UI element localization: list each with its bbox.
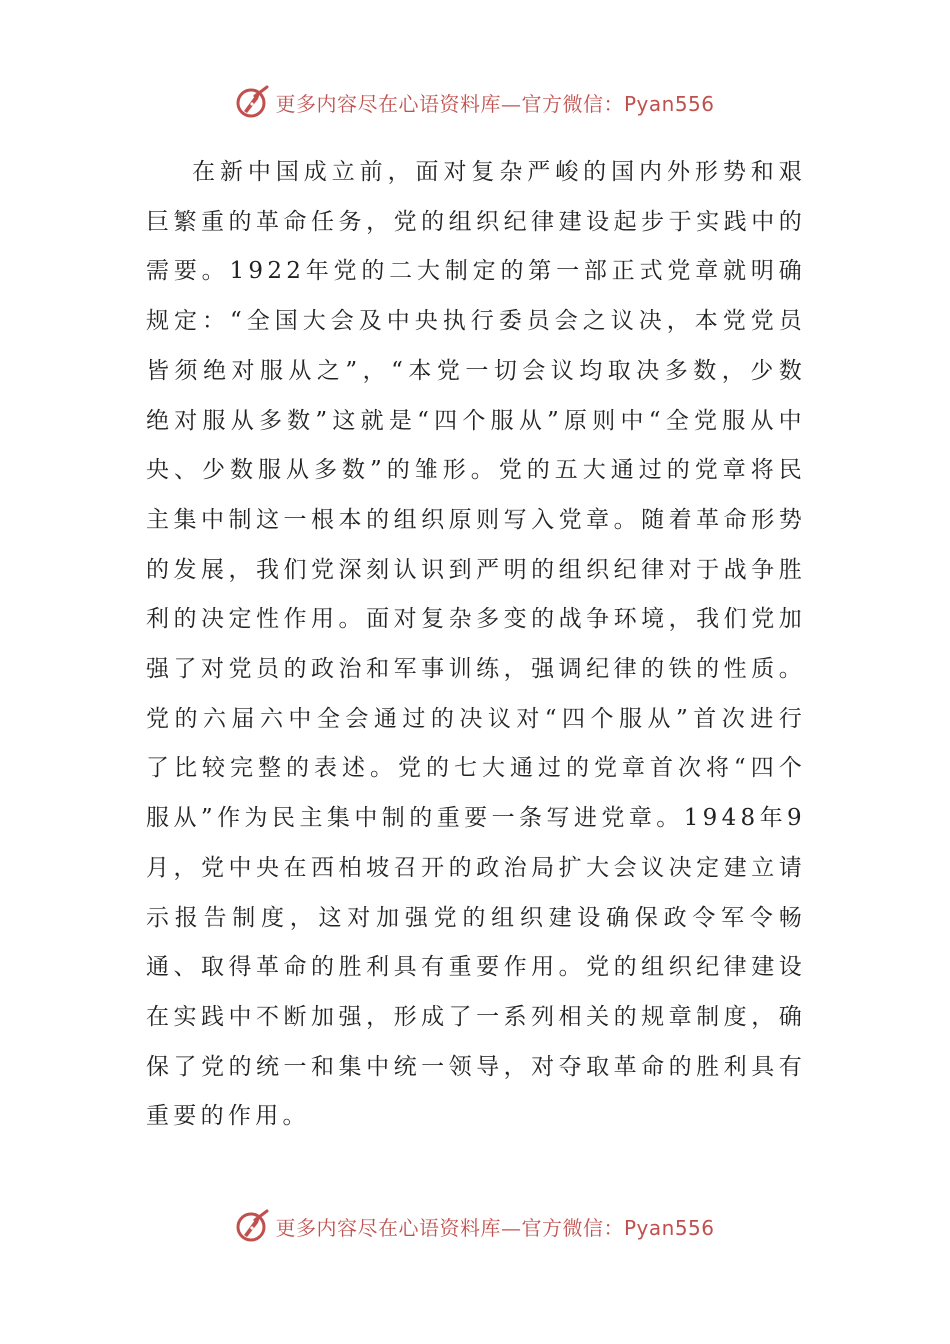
footer-banner: [0, 1208, 950, 1244]
pen-nib-logo-icon: [235, 84, 271, 120]
footer-wechat-id: Pyan556: [623, 1215, 715, 1240]
header-wechat-id: Pyan556: [623, 91, 715, 116]
header-banner-label: 更多内容尽在心语资料库—官方微信：: [275, 91, 624, 116]
header-banner-text: [275, 88, 714, 117]
body-paragraph: 在新中国成立前，面对复杂严峻的国内外形势和艰巨繁重的革命任务，党的组织纪律建设起步于实践中的需要。1922年党的二大制定的第一部正式党章就明确规定：“全国大会及中央执行委员会之议决，本党党员皆须绝对服从之”，“本党一切会议均取决多数，少数绝对服从多数”这就是“四个服从”原则中“全党服从中央、少数服从多数”的雏形。党的五大通过的党章将民主集中制这一根本的组织原则写入党章。随着革命形势的发展，我们党深刻认识到严明的组织纪律对于战争胜利的决定性作用。面对复杂多变的战争环境，我们党加强了对党员的政治和军事训练，强调纪律的铁的性质。党的六届六中全会通过的决议对“四个服从”首次进行了比较完整的表述。党的七大通过的党章首次将“四个服从”作为民主集中制的重要一条写进党章。1948年9月，党中央在西柏坡召开的政治局扩大会议决定建立请示报告制度，这对加强党的组织建设确保政令军令畅通、取得革命的胜利具有重要作用。党的组织纪律建设在实践中不断加强，形成了一系列相关的规章制度，确保了党的统一和集中统一领导，对夺取革命的胜利具有重要的作用。: [146, 159, 806, 1130]
footer-banner-text: [275, 1212, 714, 1241]
footer-banner-label: 更多内容尽在心语资料库—官方微信：: [275, 1215, 624, 1240]
pen-nib-logo-icon: [235, 1208, 271, 1244]
header-banner: [0, 84, 950, 120]
